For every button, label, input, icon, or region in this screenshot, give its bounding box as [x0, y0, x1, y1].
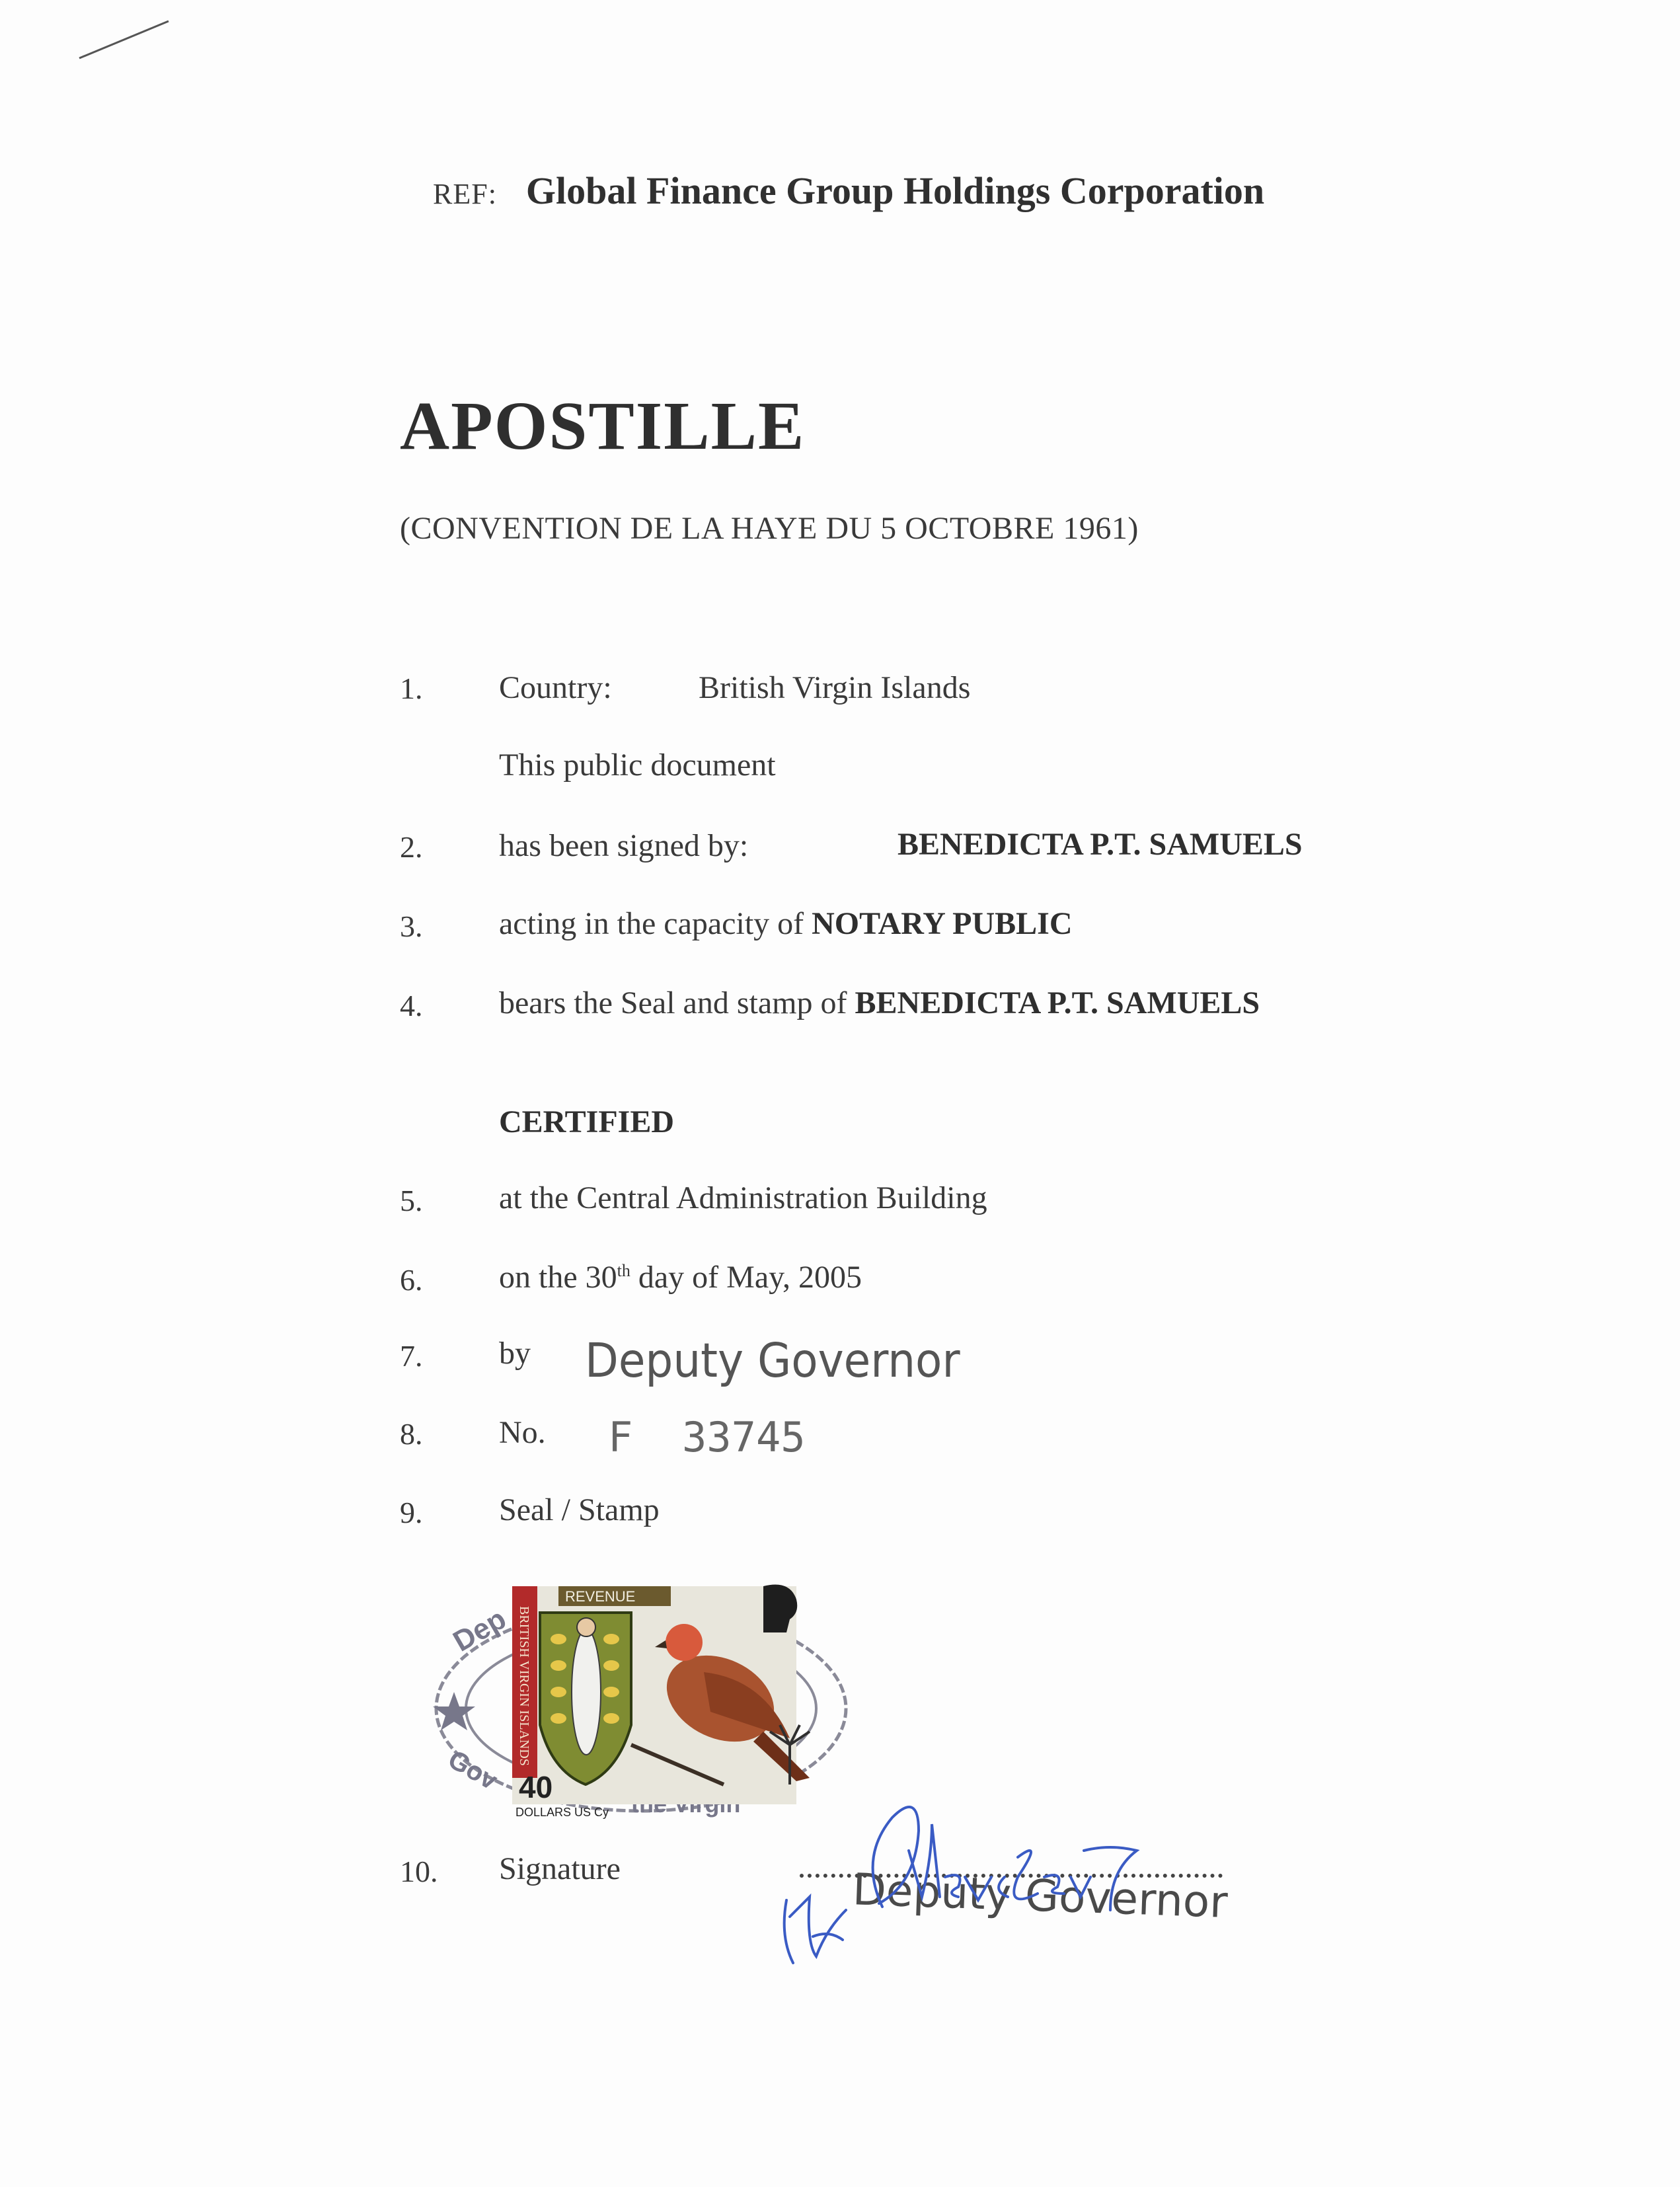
certified-heading: CERTIFIED [499, 1104, 675, 1139]
item-7-stamp-value: Deputy Governor [585, 1332, 960, 1389]
item-4-number: 4. [400, 989, 423, 1022]
virgin-figure [572, 1629, 601, 1755]
item-6-prefix: on the 30 [499, 1260, 617, 1295]
stamp-value: 40 [519, 1770, 553, 1804]
item-9-number: 9. [400, 1496, 423, 1529]
item-6-number: 6. [400, 1263, 423, 1297]
item-8-number-stamp: F 33745 [608, 1413, 806, 1461]
item-4-value: BENEDICTA P.T. SAMUELS [855, 985, 1260, 1020]
item-10-label: Signature [499, 1851, 621, 1886]
item-1-label: Country: [499, 670, 612, 705]
item-5-number: 5. [400, 1184, 423, 1217]
item-7-label: by [499, 1336, 531, 1371]
item-2-label: has been signed by: [499, 828, 749, 863]
signature-title-stamp: Deputy Governor [851, 1864, 1229, 1928]
item-8-label: No. [499, 1415, 546, 1450]
item-6-line [499, 1259, 862, 1295]
item-9-label: Seal / Stamp [499, 1492, 660, 1527]
ref-label: REF: [433, 178, 497, 210]
item-2-value: BENEDICTA P.T. SAMUELS [897, 827, 1303, 862]
item-4-line [499, 985, 1260, 1021]
item-8-number: 8. [400, 1417, 423, 1451]
postmark-text-2: Gov [443, 1744, 502, 1796]
item-3-line [499, 905, 1072, 942]
stamp-header: REVENUE [565, 1588, 636, 1605]
item-4-label: bears the Seal and stamp of [499, 985, 847, 1020]
item-3-number: 3. [400, 909, 423, 943]
document-title: APOSTILLE [400, 388, 806, 464]
item-10-number: 10. [400, 1855, 438, 1888]
public-document-line: This public document [499, 748, 776, 783]
item-3-value: NOTARY PUBLIC [812, 906, 1073, 941]
item-7-number: 7. [400, 1339, 423, 1373]
item-6-sup: th [617, 1261, 630, 1280]
pen-mark [76, 13, 175, 66]
stamp-country: BRITISH VIRGIN ISLANDS [517, 1606, 531, 1766]
initials-mark [784, 1897, 846, 1963]
item-2-number: 2. [400, 830, 423, 864]
stamp-currency: DOLLARS US Cy [515, 1806, 609, 1819]
item-1-number: 1. [400, 671, 423, 705]
item-5-label: at the Central Administration Building [499, 1180, 987, 1215]
item-6-suffix: day of May, 2005 [630, 1260, 862, 1295]
convention-subtitle: (CONVENTION DE LA HAYE DU 5 OCTOBRE 1961) [400, 511, 1139, 546]
postmark-text-1: Dep [447, 1602, 512, 1658]
item-1-value: British Virgin Islands [699, 670, 971, 705]
ref-line [433, 169, 1264, 213]
revenue-stamp [512, 1585, 810, 1820]
company-name: Global Finance Group Holdings Corporation [525, 169, 1265, 212]
handwritten-signature [767, 1778, 1196, 1970]
item-3-label: acting in the capacity of [499, 906, 804, 941]
